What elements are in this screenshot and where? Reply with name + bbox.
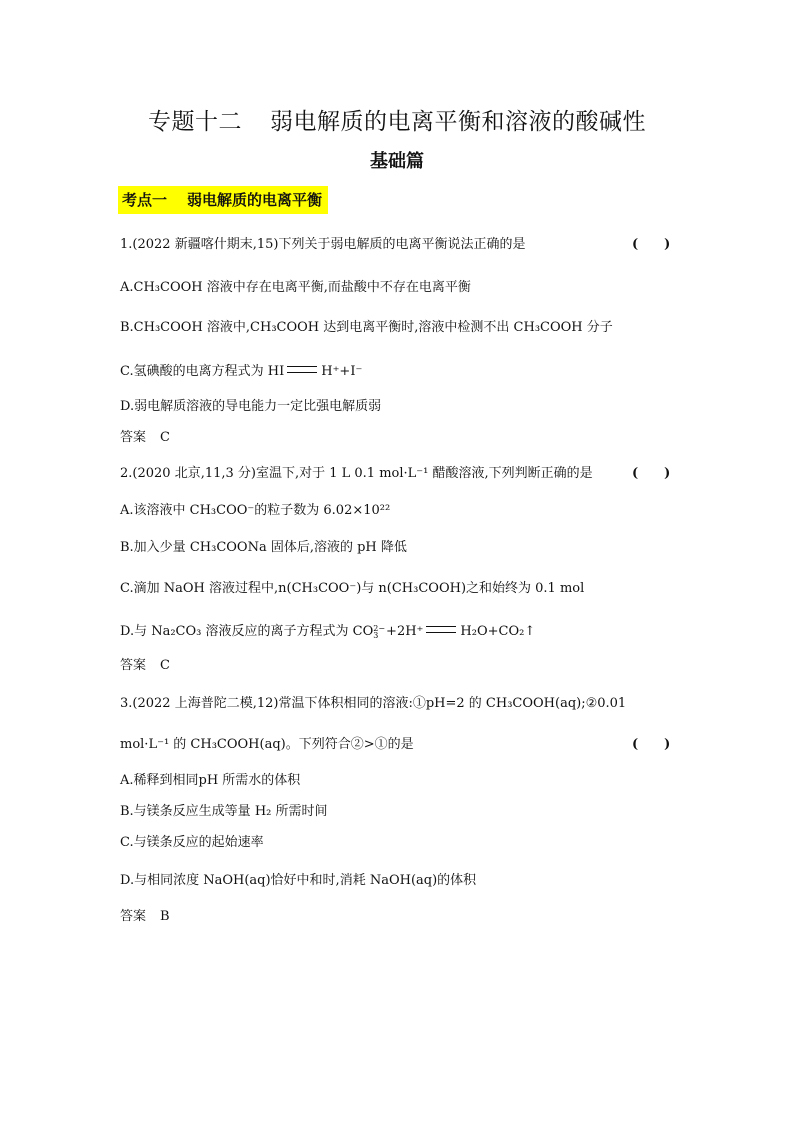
answer-label: 答案	[120, 658, 147, 673]
q2-option-a: A.该溶液中 CH₃COO⁻的粒子数为 6.02×10²²	[120, 503, 391, 518]
page-subtitle: 基础篇	[370, 151, 424, 172]
title-topic-name: 弱电解质的电离平衡和溶液的酸碱性	[270, 109, 646, 135]
q1-answer-blank: ( )	[632, 237, 671, 252]
q1-option-c-right: H⁺+I⁻	[321, 364, 363, 379]
q1-option-c	[120, 360, 362, 379]
q3-answer-blank: ( )	[632, 737, 671, 752]
section-name: 弱电解质的电离平衡	[187, 191, 323, 209]
section-heading	[118, 186, 328, 214]
page-title	[0, 103, 794, 136]
section-label: 考点一	[122, 191, 168, 209]
q2-option-d-right: H₂O+CO₂↑	[460, 624, 536, 639]
title-topic-number: 专题十二	[148, 109, 242, 135]
answer-value: C	[160, 658, 170, 673]
q1-answer	[120, 426, 170, 445]
q2-option-d	[120, 620, 535, 639]
equals-sign-icon	[426, 626, 456, 633]
q2-answer	[120, 654, 170, 673]
q1-option-a: A.CH₃COOH 溶液中存在电离平衡,而盐酸中不存在电离平衡	[120, 280, 471, 295]
q2-answer-blank: ( )	[632, 466, 671, 481]
q1-option-c-left: C.氢碘酸的电离方程式为 HI	[120, 364, 285, 379]
q2-option-d-mid: +2H⁺	[386, 624, 424, 639]
answer-label: 答案	[120, 430, 147, 445]
q2-option-c: C.滴加 NaOH 溶液过程中,n(CH₃COO⁻)与 n(CH₃COOH)之和始终为 0.1 mol	[120, 581, 585, 596]
q3-answer	[120, 905, 170, 924]
q3-option-a: A.稀释到相同pH 所需水的体积	[120, 773, 301, 788]
answer-value: C	[160, 430, 170, 445]
q3-stem-line1: 3.(2022 上海普陀二模,12)常温下体积相同的溶液:①pH=2 的 CH₃COOH(aq);②0.01	[120, 696, 627, 711]
q1-stem: 1.(2022 新疆喀什期末,15)下列关于弱电解质的电离平衡说法正确的是	[120, 237, 526, 252]
q3-option-b: B.与镁条反应生成等量 H₂ 所需时间	[120, 804, 328, 819]
q3-option-c: C.与镁条反应的起始速率	[120, 835, 264, 850]
q1-option-b: B.CH₃COOH 溶液中,CH₃COOH 达到电离平衡时,溶液中检测不出 CH₃COOH 分子	[120, 320, 613, 335]
q1-option-d: D.弱电解质溶液的导电能力一定比强电解质弱	[120, 399, 382, 414]
q3-stem-line2: mol·L⁻¹ 的 CH₃COOH(aq)。下列符合②>①的是	[120, 737, 414, 752]
answer-value: B	[160, 909, 170, 924]
carbonate-charge: 2− 3	[373, 623, 386, 640]
q2-option-b: B.加入少量 CH₃COONa 固体后,溶液的 pH 降低	[120, 540, 407, 555]
q3-option-d: D.与相同浓度 NaOH(aq)恰好中和时,消耗 NaOH(aq)的体积	[120, 873, 477, 888]
equals-sign-icon	[287, 366, 317, 373]
q2-stem: 2.(2020 北京,11,3 分)室温下,对于 1 L 0.1 mol·L⁻¹ 醋酸溶液,下列判断正确的是	[120, 466, 593, 481]
answer-label: 答案	[120, 909, 147, 924]
q2-option-d-left: D.与 Na₂CO₃ 溶液反应的离子方程式为 CO	[120, 624, 374, 639]
